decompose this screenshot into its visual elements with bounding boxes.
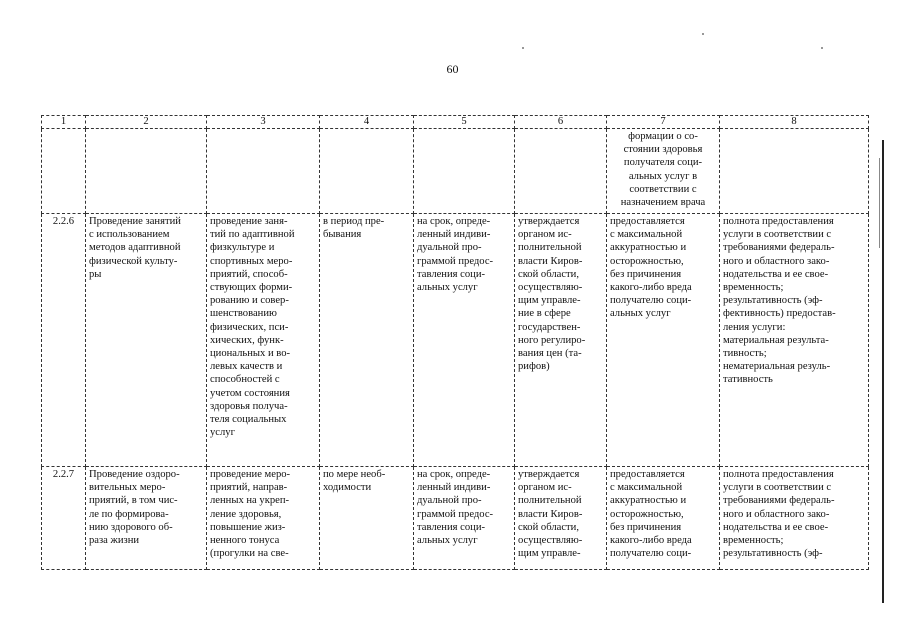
cell-text-line: ры (89, 268, 102, 280)
cell-text-line: дуальной про- (417, 495, 482, 507)
cell-text-line: ного и областного зако- (723, 508, 830, 520)
cell-text-line: временность; (723, 535, 784, 547)
cell-text-line: власти Киров- (518, 255, 583, 267)
cell-text-line: ской области, (518, 521, 579, 533)
column-header: 5 (414, 116, 515, 129)
cell-text-line: услуги в соответствии с (723, 482, 832, 494)
cell-text-line: тавления соци- (417, 521, 486, 533)
cell-text-line: результативность (эф- (723, 295, 823, 307)
cell-text-line: приятий, направ- (210, 482, 288, 494)
table-cell (86, 467, 207, 570)
cell-text-line: в период пре- (323, 216, 385, 227)
cell-text-line: ходимости (323, 482, 372, 494)
cell-text-line: шенствованию (210, 308, 277, 320)
cell-text-line: предоставляется (610, 216, 685, 227)
cell-text-line: с максимальной (610, 482, 683, 494)
cell-text-line: по мере необ- (323, 469, 386, 480)
scan-speck (702, 33, 704, 35)
cell-text-line: хических, функ- (210, 334, 284, 346)
table-cell (720, 129, 869, 214)
column-header: 7 (607, 116, 720, 129)
cell-text-line: полнительной (518, 495, 582, 507)
cell-text-line: назначением врача (620, 197, 706, 209)
table-row (42, 467, 869, 570)
cell-text-line: на срок, опреде- (417, 469, 491, 480)
cell-text-line: тивность; (723, 348, 767, 360)
cell-text-line: аккуратностью и (610, 242, 687, 254)
cell-text-line: какого-либо вреда (610, 535, 692, 547)
cell-text-line: нию здорового об- (89, 521, 173, 533)
cell-text-line: аккуратностью и (610, 495, 687, 507)
cell-text-line: ние в сфере (518, 308, 571, 320)
cell-text-line: альных услуг (610, 308, 671, 320)
cell-text-line: нематериальная резуль- (723, 361, 831, 373)
cell-text-line: государствен- (518, 321, 581, 333)
cell-text-line: рифов) (518, 361, 550, 373)
cell-text-line: Проведение занятий (89, 216, 181, 227)
cell-text-line: граммой предос- (417, 255, 494, 267)
cell-text-line: формации о со- (628, 131, 698, 142)
cell-text-line: способностей с (210, 374, 280, 386)
cell-text-line: стоянии здоровья (623, 144, 703, 156)
cell-text-line: полнительной (518, 242, 582, 254)
cell-text-line: органом ис- (518, 229, 572, 241)
column-header: 1 (42, 116, 86, 129)
cell-text-line: осторожностью, (610, 255, 684, 267)
cell-text-line: на срок, опреде- (417, 216, 491, 227)
cell-text-line: требованиями федераль- (723, 495, 835, 507)
cell-text-line: ненного тонуса (210, 535, 280, 547)
cell-text-line: ле по формирова- (89, 508, 169, 520)
cell-text-line: нодательства и ее свое- (723, 268, 829, 280)
cell-text-line: Проведение оздоро- (89, 469, 180, 480)
cell-text-line: требованиями федераль- (723, 242, 835, 254)
cell-text-line: ление здоровья, (210, 508, 282, 520)
cell-text-line: ления услуги: (723, 321, 786, 333)
column-header: 3 (207, 116, 320, 129)
table-cell (320, 467, 414, 570)
cell-text-line: физкультуре и (210, 242, 275, 254)
cell-text-line: утверждается (518, 469, 580, 480)
table-cell (414, 214, 515, 467)
cell-text-line: без причинения (610, 268, 682, 280)
cell-text-line: материальная результа- (723, 334, 829, 346)
cell-text-line: осуществляю- (518, 535, 583, 547)
column-header: 8 (720, 116, 869, 129)
cell-text-line: с максимальной (610, 229, 683, 241)
table-cell (607, 467, 720, 570)
cell-text-line: получателю соци- (610, 548, 692, 560)
table-cell (515, 467, 607, 570)
table-row (42, 129, 869, 214)
services-table (41, 115, 869, 570)
cell-text-line: рованию и совер- (210, 295, 289, 307)
cell-text-line: тавления соци- (417, 268, 486, 280)
cell-text-line: дуальной про- (417, 242, 482, 254)
table-cell (207, 467, 320, 570)
cell-text-line: утверждается (518, 216, 580, 227)
cell-text-line: циональных и во- (210, 348, 291, 360)
cell-text-line: ного и областного зако- (723, 255, 830, 267)
cell-text-line: ного регулиро- (518, 334, 586, 346)
cell-text-line: физической культу- (89, 255, 178, 267)
cell-text-line: физических, пси- (210, 321, 289, 333)
table-cell (515, 129, 607, 214)
cell-text-line: осторожностью, (610, 508, 684, 520)
table-cell (86, 214, 207, 467)
cell-text-line: без причинения (610, 521, 682, 533)
row-number-cell (42, 214, 86, 467)
table-cell (607, 129, 720, 214)
scan-speck (821, 47, 823, 49)
table-row (42, 214, 869, 467)
cell-text-line: спортивных меро- (210, 255, 293, 267)
cell-text-line: методов адаптивной (89, 242, 181, 254)
cell-text-line: услуги в соответствии с (723, 229, 832, 241)
scan-speck (522, 47, 524, 49)
cell-text-line: ствующих форми- (210, 282, 293, 294)
cell-text-line: учетом состояния (210, 387, 290, 399)
cell-text-line: вительных меро- (89, 482, 166, 494)
cell-text-line: осуществляю- (518, 282, 583, 294)
column-header: 4 (320, 116, 414, 129)
cell-text-line: левых качеств и (210, 361, 283, 373)
table-cell (207, 129, 320, 214)
cell-text-line: ленный индиви- (417, 482, 491, 494)
header-row (42, 116, 869, 129)
cell-text-line: (прогулки на све- (210, 548, 289, 560)
cell-text-line: соответствии с (629, 183, 697, 195)
cell-text-line: органом ис- (518, 482, 572, 494)
cell-text-line: нодательства и ее свое- (723, 521, 829, 533)
cell-text-line: 2.2.7 (52, 469, 75, 480)
cell-text-line: фективность) предостав- (723, 308, 836, 320)
table-cell (414, 467, 515, 570)
cell-text-line: приятий, в том чис- (89, 495, 178, 507)
table-cell (320, 129, 414, 214)
table-cell (720, 214, 869, 467)
cell-text-line: услуг (210, 427, 235, 439)
row-number-cell (42, 129, 86, 214)
table-cell (414, 129, 515, 214)
cell-text-line: щим управле- (518, 295, 581, 307)
cell-text-line: ленный индиви- (417, 229, 491, 241)
cell-text-line: теля социальных (210, 414, 287, 426)
cell-text-line: предоставляется (610, 469, 685, 480)
cell-text-line: альных услуг (417, 282, 478, 294)
table-cell (207, 214, 320, 467)
cell-text-line: 2.2.6 (52, 216, 75, 227)
cell-text-line: здоровья получа- (210, 400, 288, 412)
cell-text-line: получателю соци- (610, 295, 692, 307)
cell-text-line: результативность (эф- (723, 548, 823, 560)
cell-text-line: власти Киров- (518, 508, 583, 520)
table-cell (515, 214, 607, 467)
cell-text-line: повышение жиз- (210, 521, 286, 533)
cell-text-line: альных услуг в (628, 170, 698, 182)
cell-text-line: ской области, (518, 268, 579, 280)
cell-text-line: полнота предоставления (723, 469, 834, 480)
cell-text-line: раза жизни (89, 535, 140, 547)
cell-text-line: щим управле- (518, 548, 581, 560)
page-number: 60 (446, 62, 459, 76)
cell-text-line: приятий, способ- (210, 268, 288, 280)
cell-text-line: тий по адаптивной (210, 229, 295, 241)
table-cell (320, 214, 414, 467)
scan-edge-mark (882, 140, 884, 603)
cell-text-line: вания цен (та- (518, 348, 582, 360)
table-cell (720, 467, 869, 570)
cell-text-line: получателя соци- (623, 157, 703, 169)
column-header: 2 (86, 116, 207, 129)
cell-text-line: какого-либо вреда (610, 282, 692, 294)
cell-text-line: граммой предос- (417, 508, 494, 520)
table-cell (607, 214, 720, 467)
table-cell (86, 129, 207, 214)
cell-text-line: альных услуг (417, 535, 478, 547)
cell-text-line: с использованием (89, 229, 170, 241)
scan-edge-mark (879, 158, 880, 248)
cell-text-line: проведение заня- (210, 216, 288, 227)
cell-text-line: тативность (723, 374, 773, 386)
cell-text-line: проведение меро- (210, 469, 291, 480)
row-number-cell (42, 467, 86, 570)
cell-text-line: ленных на укреп- (210, 495, 290, 507)
column-header: 6 (515, 116, 607, 129)
cell-text-line: временность; (723, 282, 784, 294)
cell-text-line: полнота предоставления (723, 216, 834, 227)
cell-text-line: бывания (323, 229, 362, 241)
